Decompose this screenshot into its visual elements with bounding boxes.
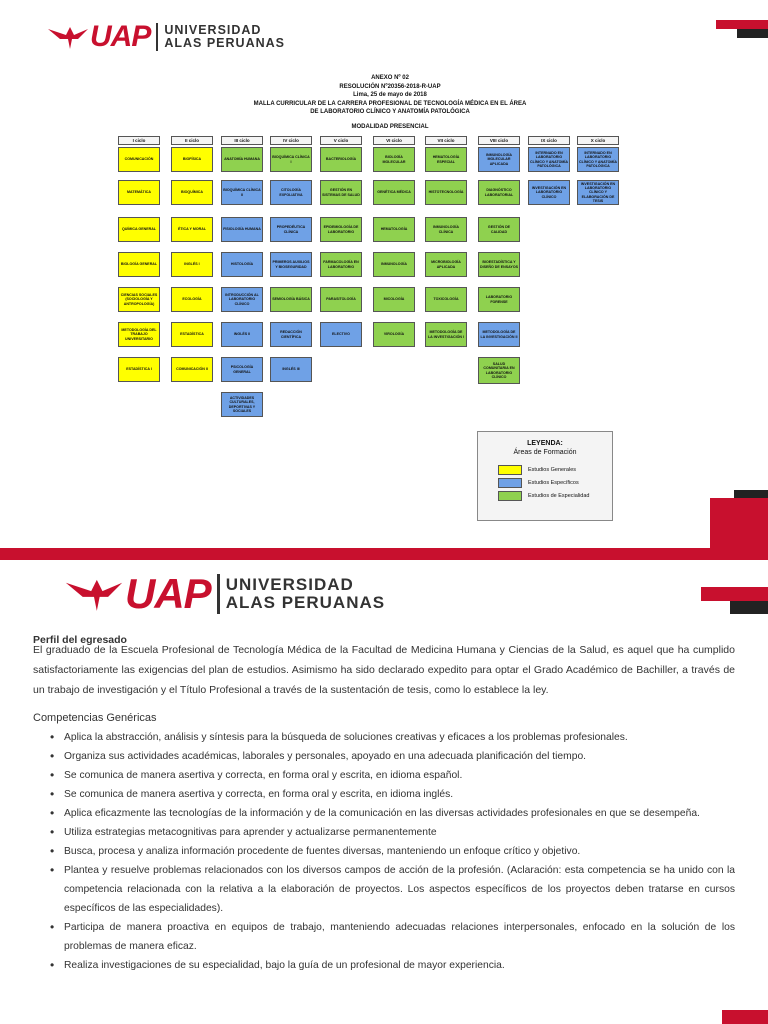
list-item: • Participa de manera proactiva en equipos de trabajo, manteniendo adecuadas relaciones interpersonales, enfocado en la solución de los problemas de manera eficaz.: [50, 918, 735, 956]
course-cell: MICROBIOLOGÍA APLICADA: [425, 252, 467, 277]
course-cell: INTERNADO EN LABORATORIO CLÍNICO Y ANATOMÍA PATOLÓGICA: [528, 147, 570, 172]
course-cell: FARMACOLOGÍA EN LABORATORIO: [320, 252, 362, 277]
course-cell: PRIMEROS AUXILIOS Y BIOSEGURIDAD: [270, 252, 312, 277]
legend-label: Estudios Generales: [528, 467, 576, 473]
course-cell: MICOLOGÍA: [373, 287, 415, 312]
course-cell: INGLÉS II: [221, 322, 263, 347]
course-cell: BIOQUÍMICA CLÍNICA II: [221, 180, 263, 205]
course-cell: BIOQUÍMICA: [171, 180, 213, 205]
uap-logo: [46, 20, 285, 54]
course-cell: HEMATOLOGÍA ESPECIAL: [425, 147, 467, 172]
legend-swatch-green: [498, 491, 522, 501]
course-cell: COMUNICACIÓN II: [171, 357, 213, 382]
course-cell: ESTADÍSTICA: [171, 322, 213, 347]
cycle-header: VI ciclo: [373, 136, 415, 145]
legend-subtitle: Áreas de Formación: [513, 449, 577, 456]
course-cell: INMUNOLOGÍA CLÍNICA: [425, 217, 467, 242]
cycle-header: IX ciclo: [528, 136, 570, 145]
list-item: • Aplica la abstracción, análisis y síntesis para la búsqueda de soluciones creativas y eficaces a los problemas profesionales.: [50, 728, 735, 747]
course-cell: METODOLOGÍA DEL TRABAJO UNIVERSITARIO: [118, 322, 160, 347]
course-cell: GESTIÓN DE CALIDAD: [478, 217, 520, 242]
list-item: • Se comunica de manera asertiva y correcta, en forma oral y escrita, en idioma español.: [50, 766, 735, 785]
legend-title: LEYENDA:: [527, 440, 563, 447]
annex-curriculum-title: MALLA CURRICULAR DE LA CARRERA PROFESIONAL DE TECNOLOGÍA MÉDICA EN EL ÁREA: [253, 100, 527, 107]
eagle-icon: [46, 23, 90, 51]
course-cell: INGLÉS III: [270, 357, 312, 382]
cycle-header: VII ciclo: [425, 136, 467, 145]
course-cell: INVESTIGACIÓN EN LABORATORIO CLÍNICO: [528, 180, 570, 205]
legend-box: [477, 431, 613, 521]
course-cell: PARASITOLOGÍA: [320, 287, 362, 312]
logo-uap-text: UAP: [125, 570, 211, 617]
competencias-list: [50, 728, 735, 975]
course-cell: EPIDEMIOLOGÍA DE LABORATORIO: [320, 217, 362, 242]
course-cell: INTERNADO EN LABORATORIO CLÍNICO Y ANATOMÍA PATOLÓGICA: [577, 147, 619, 172]
annex-curriculum-subtitle: DE LABORATORIO CLÍNICO Y ANATOMÍA PATOLÓGICA: [310, 109, 470, 115]
course-cell: HEMATOLOGÍA: [373, 217, 415, 242]
logo-line2: ALAS PERUANAS: [164, 36, 285, 50]
course-cell: LABORATORIO FORENSE: [478, 287, 520, 312]
course-cell: INMUNOLOGÍA: [373, 252, 415, 277]
competencias-title: Competencias Genéricas: [33, 712, 157, 724]
annex-header: [180, 74, 600, 117]
list-item: • Busca, procesa y analiza información procedente de fuentes diversas, manteniendo un enfoque crítico y objetivo.: [50, 842, 735, 861]
list-item: • Realiza investigaciones de su especialidad, bajo la guía de un profesional de mayor experiencia.: [50, 956, 735, 975]
course-cell: ANATOMÍA HUMANA: [221, 147, 263, 172]
legend-label: Estudios de Especialidad: [528, 493, 590, 499]
course-cell: ELECTIVO: [320, 322, 362, 347]
course-cell: INVESTIGACIÓN EN LABORATORIO CLÍNICO Y ELABORACIÓN DE TESIS: [577, 180, 619, 205]
cycle-header: X ciclo: [577, 136, 619, 145]
list-item: • Organiza sus actividades académicas, laborales y personales, apoyado en una adecuada planificación del tiempo.: [50, 747, 735, 766]
course-cell: SEMIOLOGÍA BÁSICA: [270, 287, 312, 312]
page-divider: [0, 548, 768, 560]
course-cell: BIOLOGÍA GENERAL: [118, 252, 160, 277]
corner-bar-red-bottom: [722, 1010, 768, 1024]
legend-swatch-blue: [498, 478, 522, 488]
legend-label: Estudios Específicos: [528, 480, 579, 486]
logo-university-name: [164, 24, 285, 50]
cycle-header: VIII ciclo: [478, 136, 520, 145]
cycle-header: V ciclo: [320, 136, 362, 145]
course-cell: GESTIÓN EN SISTEMAS DE SALUD: [320, 180, 362, 205]
corner-bar-red: [701, 587, 768, 601]
corner-block-red: [710, 498, 768, 548]
course-cell: COMUNICACIÓN: [118, 147, 160, 172]
course-cell: ECOLOGÍA: [171, 287, 213, 312]
course-cell: REDACCIÓN CIENTÍFICA: [270, 322, 312, 347]
annex-date: Lima, 25 de mayo de 2018: [353, 92, 427, 98]
modality-label: MODALIDAD PRESENCIAL: [351, 124, 429, 130]
corner-bar-dark: [730, 601, 768, 614]
list-item: • Aplica eficazmente las tecnologías de la información y de la comunicación en las diversas actividades profesionales en que se desempeña.: [50, 804, 735, 823]
course-cell: INMUNOLOGÍA MOLECULAR APLICADA: [478, 147, 520, 172]
course-cell: DIAGNÓSTICO LABORATORIAL: [478, 180, 520, 205]
course-cell: METODOLOGÍA DE LA INVESTIGACIÓN II: [478, 322, 520, 347]
logo-separator: [156, 23, 158, 51]
corner-bar-dark-bottom: [734, 490, 768, 498]
course-cell: VIROLOGÍA: [373, 322, 415, 347]
uap-logo-2: [63, 570, 385, 618]
cycle-header: III ciclo: [221, 136, 263, 145]
course-cell: INGLÉS I: [171, 252, 213, 277]
course-cell: MATEMÁTICA: [118, 180, 160, 205]
course-cell: GENÉTICA MÉDICA: [373, 180, 415, 205]
course-cell: BIOLOGÍA MOLECULAR: [373, 147, 415, 172]
annex-resolution: RESOLUCIÓN Nº20356-2018-R-UAP: [339, 83, 441, 90]
course-cell: BIOESTADÍSTICA Y DISEÑO DE ENSAYOS: [478, 252, 520, 277]
cycle-header: II ciclo: [171, 136, 213, 145]
logo-line1: UNIVERSIDAD: [164, 22, 262, 37]
course-cell: BIOQUÍMICA CLÍNICA I: [270, 147, 312, 172]
course-cell: METODOLOGÍA DE LA INVESTIGACIÓN I: [425, 322, 467, 347]
corner-bar-red: [716, 20, 768, 29]
eagle-icon: [63, 574, 125, 614]
course-cell: PSICOLOGÍA GENERAL: [221, 357, 263, 382]
course-cell: BIOFÍSICA: [171, 147, 213, 172]
course-cell: INTRODUCCIÓN AL LABORATORIO CLÍNICO: [221, 287, 263, 312]
profile-title: Perfil del egresado: [33, 634, 127, 646]
course-cell: SALUD COMUNITARIA EN LABORATORIO CLÍNICO: [478, 357, 520, 384]
cycle-header: IV ciclo: [270, 136, 312, 145]
course-cell: HISTOLOGÍA: [221, 252, 263, 277]
legend-swatch-yellow: [498, 465, 522, 475]
profile-page: [0, 560, 768, 1024]
logo-line1: UNIVERSIDAD: [225, 575, 354, 595]
list-item: • Plantea y resuelve problemas relacionados con los diversos campos de acción de la profesión. (Aclaración: esta competencia se ha unido con la competencia relacionada con la relativa a la elaboración de proyectos. Los aspectos específicos de los proyectos deben tratarse en cursos específicos de las especialidades).: [50, 861, 735, 918]
course-cell: FISIOLOGÍA HUMANA: [221, 217, 263, 242]
logo-university-name: [226, 576, 385, 612]
course-cell: TOXICOLOGÍA: [425, 287, 467, 312]
course-cell: HISTOTECNOLOGÍA: [425, 180, 467, 205]
annex-title: ANEXO Nº 02: [371, 75, 409, 81]
legend-item-specialty: [498, 491, 589, 501]
logo-separator: [217, 574, 220, 614]
legend-item-general: [498, 465, 576, 475]
list-item: • Se comunica de manera asertiva y correcta, en forma oral y escrita, en idioma inglés.: [50, 785, 735, 804]
cycle-header: I ciclo: [118, 136, 160, 145]
course-cell: CITOLOGÍA EXFOLIATIVA: [270, 180, 312, 205]
course-cell: ACTIVIDADES CULTURALES, DEPORTIVAS Y SOCIALES: [221, 392, 263, 417]
course-cell: PROPEDÉUTICA CLÍNICA: [270, 217, 312, 242]
course-cell: ESTADÍSTICA I: [118, 357, 160, 382]
course-cell: ÉTICA Y MORAL: [171, 217, 213, 242]
profile-text: El graduado de la Escuela Profesional de Tecnología Médica de la Facultad de Medicina Humana y Ciencias de la Salud, es aquel que ha cumplido satisfactoriamente las exigencias del plan de estudios. Asimismo ha sido declarado expedito para optar el Grado Académico de Bachiller, a través de un trabajo de investigación y el Título Profesional a través de la sustentación de tesis, como lo establece la ley.: [33, 644, 735, 696]
logo-line2: ALAS PERUANAS: [225, 593, 386, 612]
legend-item-specific: [498, 478, 579, 488]
corner-bar-dark: [737, 29, 768, 38]
course-cell: BACTERIOLOGÍA: [320, 147, 362, 172]
list-item: • Utiliza estrategias metacognitivas para aprender y actualizarse permanentemente: [50, 823, 735, 842]
course-cell: CIENCIAS SOCIALES (SOCIOLOGÍA Y ANTROPOLOGÍA): [118, 287, 160, 312]
course-cell: QUÍMICA GENERAL: [118, 217, 160, 242]
logo-uap-text: UAP: [90, 20, 151, 53]
